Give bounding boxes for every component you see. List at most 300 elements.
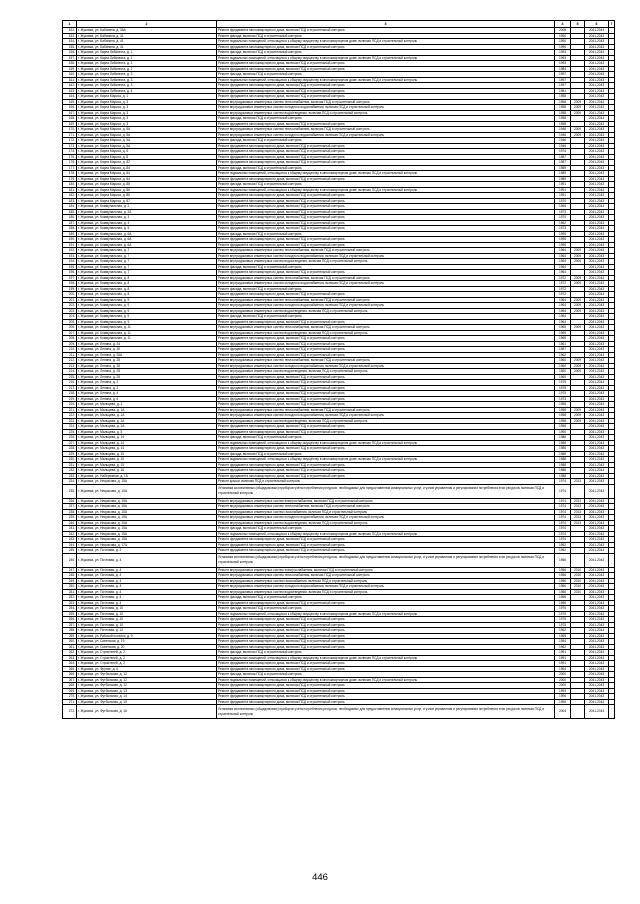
row-number-cell: 187. [63, 220, 77, 226]
build-year-cell: 1997 [555, 77, 571, 83]
build-year-cell: 1956 [555, 573, 571, 579]
build-year-cell: 1962 [555, 628, 571, 634]
build-year-cell: 1975 [555, 617, 571, 623]
column-header-5: 5 [571, 21, 585, 28]
build-year-cell: 2000 [555, 677, 571, 683]
planned-period-cell: 2041-2043 [585, 182, 609, 188]
planned-period-cell: 2041-2043 [585, 473, 609, 479]
row-number-cell: 264. [63, 661, 77, 667]
row-number-cell: 254. [63, 606, 77, 612]
planned-period-cell: 2041-2043 [585, 242, 609, 248]
row-number-cell: 154. [63, 39, 77, 45]
planned-period-cell: 2041-2043 [585, 402, 609, 408]
row-number-cell: 161. [63, 77, 77, 83]
work-type-cell: Ремонт фундамента многоквартирного дома, включая ПСД и строительный контроль [217, 666, 555, 672]
address-cell: г. Жуковка, ул. Мальцева, д. 1 [77, 402, 217, 408]
address-cell: г. Жуковка, ул. Коммунальная, д. 3 [77, 215, 217, 221]
work-type-cell: Ремонт фундамента многоквартирного дома, включая ПСД и строительный контроль [217, 28, 555, 34]
build-year-cell: 1956 [555, 589, 571, 595]
row-number-cell: 197. [63, 275, 77, 281]
planned-period-cell: 2041-2043 [585, 237, 609, 243]
work-type-cell: Ремонт фундамента многоквартирного дома, включая ПСД и строительный контроль [217, 242, 555, 248]
address-cell: г. Жуковка, ул. Некрасова, д. 15А [77, 520, 217, 526]
planned-period-cell: 2041-2043 [585, 446, 609, 452]
planned-period-cell: 2041-2043 [585, 270, 609, 276]
work-type-cell: Ремонт фундамента многоквартирного дома, включая ПСД и строительный контроль [217, 88, 555, 94]
planned-period-cell: 2041-2043 [585, 567, 609, 573]
planned-period-cell: 2041-2043 [585, 369, 609, 375]
row-number-cell: 173. [63, 143, 77, 149]
planned-period-cell: 2041-2043 [585, 498, 609, 504]
address-cell: г. Жуковка, ул. Карла Маркса, д. 86 [77, 182, 217, 188]
address-cell: г. Жуковка, ул. Карла Маркса, д. 84 [77, 171, 217, 177]
work-type-cell: Ремонт внутридомовых инженерных систем газоснабжения, включая ПСД и строительный контроль [217, 509, 555, 515]
planned-period-cell: 2041-2043 [585, 504, 609, 510]
row-number-cell: 256. [63, 617, 77, 623]
row-number-cell: 177. [63, 165, 77, 171]
address-cell: г. Жуковка, ул. Мальцева, д. 15 [77, 462, 217, 468]
work-type-cell: Ремонт фундамента многоквартирного дома, включая ПСД и строительный контроль [217, 209, 555, 215]
row-number-cell: 184. [63, 204, 77, 210]
build-year-cell: 1986 [555, 446, 571, 452]
row-number-cell: 235. [63, 484, 77, 498]
planned-period-cell: 2041-2043 [585, 407, 609, 413]
work-type-cell: Ремонт фундамента многоквартирного дома, включая ПСД и строительный контроль [217, 237, 555, 243]
address-cell: г. Жуковка, ул. Некрасова, д. 15А [77, 484, 217, 498]
planned-period-cell: 2041-2043 [585, 121, 609, 127]
planned-period-cell: 2041-2043 [585, 589, 609, 595]
work-type-cell: Ремонт фасада, включая ПСД и строительный контроль [217, 165, 555, 171]
work-type-cell: Ремонт внутридомовых инженерных систем теплоснабжения, включая ПСД и строительный контроль [217, 275, 555, 281]
build-year-cell: 1989 [555, 165, 571, 171]
address-cell: г. Жуковка, ул. Карла Либкнехта, д. 4 [77, 88, 217, 94]
last-repair-year-cell: 2009 [571, 363, 585, 369]
planned-period-cell: 2041-2043 [585, 484, 609, 498]
row-number-cell: 258. [63, 628, 77, 634]
work-type-cell: Ремонт внутридомовых инженерных систем газоснабжения, включая ПСД и строительный контроль [217, 578, 555, 584]
work-type-cell: Ремонт фундамента многоквартирного дома, включая ПСД и строительный контроль [217, 694, 555, 700]
planned-period-cell: 2041-2043 [585, 297, 609, 303]
address-cell: г. Жуковка, ул. Карла Маркса, д. 5А [77, 132, 217, 138]
build-year-cell: 2000 [555, 672, 571, 678]
build-year-cell: 1956 [555, 578, 571, 584]
build-year-cell: 1964 [555, 253, 571, 259]
build-year-cell: 1964 [555, 259, 571, 265]
work-type-cell: Ремонт фундамента многоквартирного дома, включая ПСД и строительный контроль [217, 396, 555, 402]
planned-period-cell: 2041-2043 [585, 479, 609, 485]
row-number-cell: 180. [63, 182, 77, 188]
address-cell: г. Жуковка, ул. Карла Либкнехта, д. 1 [77, 61, 217, 67]
column-header-7: 7 [610, 21, 613, 26]
planned-period-cell: 2041-2043 [585, 187, 609, 193]
planned-period-cell: 2041-2043 [585, 61, 609, 67]
table-row [63, 484, 615, 498]
build-year-cell: 1946 [555, 138, 571, 144]
address-cell: г. Жуковка, ул. Карла Либкнехта, д. 1 [77, 50, 217, 56]
address-cell: г. Жуковка, ул. Карла Маркса, д. 84 [77, 165, 217, 171]
row-number-cell: 233. [63, 473, 77, 479]
work-type-cell: Ремонт подвальных помещений, относящихся к общему имуществу в многоквартирном доме, включая ПСД и строительный контроль [217, 55, 555, 61]
row-number-cell: 166. [63, 105, 77, 111]
row-number-cell: 194. [63, 259, 77, 265]
planned-period-cell: 2041-2043 [585, 515, 609, 521]
build-year-cell: 1960 [555, 363, 571, 369]
build-year-cell: 1962 [555, 644, 571, 650]
last-repair-year-cell: 2013 [571, 509, 585, 515]
planned-period-cell: 2041-2043 [585, 165, 609, 171]
planned-period-cell: 2041-2043 [585, 677, 609, 683]
planned-period-cell: 2041-2043 [585, 347, 609, 353]
build-year-cell: 1974 [555, 149, 571, 155]
last-repair-year-cell: 2010 [571, 567, 585, 573]
work-type-cell: Ремонт фасада, включая ПСД и строительный контроль [217, 264, 555, 270]
column-header-4: 4 [555, 21, 571, 28]
planned-period-cell: 2041-2043 [585, 413, 609, 419]
work-type-cell: Ремонт фундамента многоквартирного дома, включая ПСД и строительный контроль [217, 44, 555, 50]
planned-period-cell: 2041-2043 [585, 542, 609, 548]
address-cell: г. Жуковка, ул. Карла Маркса, д. 87 [77, 198, 217, 204]
build-year-cell: 1988 [555, 473, 571, 479]
planned-period-cell: 2041-2043 [585, 319, 609, 325]
work-type-cell: Ремонт фундамента многоквартирного дома, включая ПСД и строительный контроль [217, 143, 555, 149]
work-type-cell: Установка коллективных (общедомовых) приборов учета потребления ресурсов, необходимых для предоставления коммунальных услуг, и узлов управления и регулирования потребления этих ресурсов, включая ПСД и строительный контроль [217, 705, 555, 719]
address-cell: г. Жуковка, ул. Коммунальная, д. 8 [77, 286, 217, 292]
work-type-cell: Ремонт фундамента многоквартирного дома, включая ПСД и строительный контроль [217, 347, 555, 353]
address-cell: г. Жуковка, ул. Карла Маркса, д. 5А [77, 127, 217, 133]
address-cell: г. Жуковка, ул. Почтовая, д. 4 [77, 584, 217, 590]
planned-period-cell: 2041-2043 [585, 204, 609, 210]
work-type-cell: Ремонт внутридомовых инженерных систем холодного водоснабжения, включая ПСД и строительный контроль [217, 281, 555, 287]
planned-period-cell: 2041-2043 [585, 160, 609, 166]
build-year-cell: 1975 [555, 391, 571, 397]
build-year-cell: 1975 [555, 622, 571, 628]
address-cell: г. Жуковка, ул. Почтовая, д. 4 [77, 573, 217, 579]
work-type-cell: Ремонт фундамента многоквартирного дома, включая ПСД и строительный контроль [217, 622, 555, 628]
planned-period-cell: 2041-2043 [585, 694, 609, 700]
build-year-cell: 1974 [555, 479, 571, 485]
address-cell: г. Жуковка, ул. Коммунальная, д. 11 [77, 336, 217, 342]
row-number-cell: 249. [63, 578, 77, 584]
build-year-cell: 1964 [555, 319, 571, 325]
address-cell: г. Жуковка, ул. Некрасова, д. 15А [77, 479, 217, 485]
build-year-cell: 1964 [555, 314, 571, 320]
work-type-cell: Ремонт фасада, включая ПСД и строительный контроль [217, 50, 555, 56]
last-repair-year-cell: 2009 [571, 413, 585, 419]
work-type-cell: Ремонт внутридомовых инженерных систем теплоснабжения, включая ПСД и строительный контроль [217, 358, 555, 364]
table-row [63, 553, 615, 567]
last-repair-year-cell: 2013 [571, 515, 585, 521]
planned-period-cell: 2041-2043 [585, 77, 609, 83]
build-year-cell: 1996 [555, 694, 571, 700]
address-cell: г. Жуковка, ул. Некрасова, д. 15А [77, 504, 217, 510]
build-year-cell: 1990 [555, 429, 571, 435]
last-repair-year-cell: 2009 [571, 358, 585, 364]
extra-cell [609, 553, 615, 567]
last-repair-year-cell [571, 484, 585, 498]
last-repair-year-cell [571, 705, 585, 719]
address-cell: г. Жуковка, ул. Коммунальная, д. 11 [77, 325, 217, 331]
row-number-cell: 209. [63, 341, 77, 347]
build-year-cell: 1990 [555, 39, 571, 45]
work-type-cell: Ремонт внутридомовых инженерных систем водоотведения, включая ПСД и строительный контроль [217, 259, 555, 265]
page-number: 446 [312, 872, 328, 883]
planned-period-cell: 2041-2043 [585, 380, 609, 386]
address-cell: г. Жуковка, ул. Карла Маркса, д. 86 [77, 187, 217, 193]
planned-period-cell: 2041-2043 [585, 639, 609, 645]
planned-period-cell: 2041-2043 [585, 595, 609, 601]
build-year-cell: 1993 [555, 50, 571, 56]
table-row [63, 705, 615, 719]
work-type-cell: Ремонт фасада, включая ПСД и строительный контроль [217, 650, 555, 656]
address-cell: г. Жуковка, ул. Мальцева, д. 15 [77, 451, 217, 457]
build-year-cell: 1993 [555, 61, 571, 67]
row-number-cell: 232. [63, 468, 77, 474]
work-type-cell: Ремонт внутридомовых инженерных систем холодного водоснабжения, включая ПСД и строительный контроль [217, 303, 555, 309]
build-year-cell: 1974 [555, 498, 571, 504]
address-cell: г. Жуковка, ул. Почтовая, д. 10 [77, 622, 217, 628]
build-year-cell: 1972 [555, 275, 571, 281]
row-number-cell: 272. [63, 705, 77, 719]
address-cell: г. Жуковка, ул. Коммунальная, д. 9 [77, 308, 217, 314]
row-number-cell: 229. [63, 451, 77, 457]
work-type-cell: Ремонт подвальных помещений, относящихся к общему имуществу в многоквартирном доме, включая ПСД и строительный контроль [217, 531, 555, 537]
address-cell: г. Жуковка, ул. Почтовая, д. 2 [77, 548, 217, 554]
address-cell: г. Жуковка, ул. Коммунальная, д. 9 [77, 314, 217, 320]
address-cell: г. Жуковка, ул. Ленина, д. 4 [77, 391, 217, 397]
planned-period-cell: 2041-2043 [585, 138, 609, 144]
address-cell: г. Жуковка, ул. Футбольная, д. 12 [77, 672, 217, 678]
planned-period-cell: 2041-2043 [585, 83, 609, 89]
last-repair-year-cell: 2010 [571, 573, 585, 579]
work-type-cell: Ремонт фасада, включая ПСД и строительный контроль [217, 526, 555, 532]
planned-period-cell: 2041-2043 [585, 336, 609, 342]
row-number-cell: 261. [63, 644, 77, 650]
work-type-cell: Ремонт подвальных помещений, относящихся к общему имуществу в многоквартирном доме, включая ПСД и строительный контроль [217, 611, 555, 617]
planned-period-cell: 2041-2043 [585, 198, 609, 204]
work-type-cell: Ремонт подвальных помещений, относящихся к общему имуществу в многоквартирном доме, включая ПСД и строительный контроль [217, 457, 555, 463]
build-year-cell: 1991 [555, 655, 571, 661]
address-cell: г. Жуковка, ул. Советская, д. 19 [77, 639, 217, 645]
work-type-cell: Ремонт внутридомовых инженерных систем водоотведения, включая ПСД и строительный контроль [217, 369, 555, 375]
planned-period-cell: 2041-2043 [585, 143, 609, 149]
row-number-cell: 206. [63, 325, 77, 331]
work-type-cell: Ремонт фундамента многоквартирного дома, включая ПСД и строительный контроль [217, 270, 555, 276]
planned-period-cell: 2041-2043 [585, 171, 609, 177]
build-year-cell: 1974 [555, 515, 571, 521]
work-type-cell: Ремонт внутридомовых инженерных систем холодного водоснабжения, включая ПСД и строительный контроль [217, 584, 555, 590]
last-repair-year-cell: 2010 [571, 589, 585, 595]
planned-period-cell: 2041-2043 [585, 644, 609, 650]
row-number-cell: 193. [63, 253, 77, 259]
row-number-cell: 212. [63, 358, 77, 364]
address-cell: г. Жуковка, ул. Карла Либкнехта, д. 3 [77, 72, 217, 78]
work-type-cell: Ремонт фасада, включая ПСД и строительный контроль [217, 314, 555, 320]
build-year-cell: 1991 [555, 187, 571, 193]
address-cell: г. Жуковка, ул. Коммунальная, д. 2А [77, 209, 217, 215]
address-cell: г. Жуковка, ул. Бабинина, д. 41 [77, 44, 217, 50]
work-type-cell: Ремонт подвальных помещений, относящихся к общему имуществу в многоквартирном доме, включая ПСД и строительный контроль [217, 440, 555, 446]
work-type-cell: Ремонт внутридомовых инженерных систем теплоснабжения, включая ПСД и строительный контроль [217, 248, 555, 254]
row-number-cell: 241. [63, 526, 77, 532]
row-number-cell: 192. [63, 248, 77, 254]
address-cell: г. Жуковка, ул. Коммунальная, д. 8 [77, 275, 217, 281]
work-type-cell: Ремонт фундамента многоквартирного дома, включая ПСД и строительный контроль [217, 462, 555, 468]
row-number-cell: 211. [63, 352, 77, 358]
last-repair-year-cell: 2013 [571, 479, 585, 485]
work-type-cell: Ремонт внутридомовых инженерных систем теплоснабжения, включая ПСД и строительный контроль [217, 504, 555, 510]
planned-period-cell: 2041-2043 [585, 699, 609, 705]
planned-period-cell: 2041-2043 [585, 548, 609, 554]
address-cell: г. Жуковка, ул. Некрасова, д. 15А [77, 531, 217, 537]
last-repair-year-cell: 2009 [571, 407, 585, 413]
build-year-cell: 1975 [555, 606, 571, 612]
build-year-cell: 1974 [555, 484, 571, 498]
build-year-cell: 1946 [555, 143, 571, 149]
build-year-cell: 1956 [555, 567, 571, 573]
work-type-cell: Ремонт внутридомовых инженерных систем холодного водоснабжения, включая ПСД и строительный контроль [217, 515, 555, 521]
work-type-cell: Ремонт фасада, включая ПСД и строительный контроль [217, 138, 555, 144]
row-number-cell: 172. [63, 138, 77, 144]
planned-period-cell: 2041-2043 [585, 578, 609, 584]
row-number-cell: 248. [63, 573, 77, 579]
document-sheet [62, 20, 614, 719]
work-type-cell: Ремонт фундамента многоквартирного дома, включая ПСД и строительный контроль [217, 352, 555, 358]
work-type-cell: Ремонт фундамента многоквартирного дома, включая ПСД и строительный контроль [217, 429, 555, 435]
planned-period-cell: 2041-2043 [585, 672, 609, 678]
row-number-cell: 259. [63, 633, 77, 639]
address-cell: г. Жуковка, ул. Коммунальная, д. 4 [77, 220, 217, 226]
row-number-cell: 267. [63, 677, 77, 683]
planned-period-cell: 2041-2043 [585, 226, 609, 232]
row-number-cell: 201. [63, 297, 77, 303]
address-cell: г. Жуковка, ул. Футбольная, д. 12 [77, 677, 217, 683]
build-year-cell: 1991 [555, 182, 571, 188]
work-type-cell: Ремонт подвальных помещений, относящихся к общему имуществу в многоквартирном доме, включая ПСД и строительный контроль [217, 171, 555, 177]
address-cell: г. Жуковка, ул. Карла Маркса, д. 3 [77, 116, 217, 122]
address-cell: г. Жуковка, ул. Карла Маркса, д. 5А [77, 143, 217, 149]
planned-period-cell: 2041-2043 [585, 531, 609, 537]
last-repair-year-cell: 2009 [571, 105, 585, 111]
address-cell: г. Жуковка, ул. Карла Маркса, д. 8 [77, 154, 217, 160]
work-type-cell: Ремонт фундамента многоквартирного дома, включая ПСД и строительный контроль [217, 198, 555, 204]
row-number-cell: 246. [63, 553, 77, 567]
build-year-cell: 1962 [555, 352, 571, 358]
work-type-cell: Ремонт фундамента многоквартирного дома, включая ПСД и строительный контроль [217, 600, 555, 606]
build-year-cell: 1958 [555, 99, 571, 105]
row-number-cell: 271. [63, 699, 77, 705]
row-number-cell: 231. [63, 462, 77, 468]
column-header-6: 6 [585, 21, 609, 28]
work-type-cell: Ремонт внутридомовых инженерных систем холодного водоснабжения, включая ПСД и строительный контроль [217, 363, 555, 369]
address-cell: г. Жуковка, ул. Мальцева, д. 14 [77, 446, 217, 452]
work-type-cell: Ремонт фундамента многоквартирного дома, включая ПСД и строительный контроль [217, 402, 555, 408]
build-year-cell: 1974 [555, 537, 571, 543]
work-type-cell: Ремонт подвальных помещений, относящихся к общему имуществу в многоквартирном доме, включая ПСД и строительный контроль [217, 77, 555, 83]
address-cell: г. Жуковка, ул. Коммунальная, д. 2 [77, 204, 217, 210]
work-type-cell: Ремонт фундамента многоквартирного дома, включая ПСД и строительный контроль [217, 341, 555, 347]
build-year-cell: 1986 [555, 435, 571, 441]
address-cell: г. Жуковка, ул. Некрасова, д. 15А [77, 515, 217, 521]
column-header-2: 2 [77, 21, 217, 28]
row-number-cell: 156. [63, 50, 77, 56]
work-type-cell: Ремонт фундамента многоквартирного дома, включая ПСД и строительный контроль [217, 699, 555, 705]
planned-period-cell: 2041-2043 [585, 584, 609, 590]
build-year-cell: 1946 [555, 132, 571, 138]
work-type-cell: Ремонт фундамента многоквартирного дома, включая ПСД и строительный контроль [217, 220, 555, 226]
work-type-cell: Ремонт фундамента многоквартирного дома, включая ПСД и строительный контроль [217, 468, 555, 474]
address-cell: г. Жуковка, ул. Ленина, д. 2 [77, 380, 217, 386]
build-year-cell: 1965 [555, 204, 571, 210]
address-cell: г. Жуковка, ул. Почтовая, д. 4 [77, 600, 217, 606]
work-type-cell: Ремонт внутридомовых инженерных систем водоотведения, включая ПСД и строительный контроль [217, 589, 555, 595]
address-cell: г. Жуковка, ул. Почтовая, д. 4 [77, 553, 217, 567]
work-type-cell: Ремонт фундамента многоквартирного дома, включая ПСД и строительный контроль [217, 121, 555, 127]
work-type-cell: Ремонт внутридомовых инженерных систем электроснабжения, включая ПСД и строительный контроль [217, 498, 555, 504]
address-cell: г. Жуковка, ул. Коммунальная, д. 9 [77, 297, 217, 303]
build-year-cell: 1991 [555, 650, 571, 656]
row-number-cell: 228. [63, 446, 77, 452]
last-repair-year-cell: 2009 [571, 127, 585, 133]
last-repair-year-cell: 2009 [571, 297, 585, 303]
extra-cell [609, 705, 615, 719]
planned-period-cell: 2041-2043 [585, 451, 609, 457]
row-number-cell: 190. [63, 237, 77, 243]
build-year-cell: 1995 [555, 242, 571, 248]
address-cell: г. Жуковка, ул. Мальцева, д. 1А [77, 424, 217, 430]
work-type-cell: Ремонт фундамента многоквартирного дома, включая ПСД и строительный контроль [217, 617, 555, 623]
build-year-cell: 1964 [555, 264, 571, 270]
row-number-cell: 247. [63, 567, 77, 573]
work-type-cell: Ремонт подвальных помещений, относящихся к общему имуществу в многоквартирном доме, включая ПСД и строительный контроль [217, 655, 555, 661]
work-type-cell: Ремонт внутридомовых инженерных систем теплоснабжения, включая ПСД и строительный контроль [217, 127, 555, 133]
row-number-cell: 215. [63, 374, 77, 380]
address-cell: г. Жуковка, ул. Фрунзе, д. 6 [77, 666, 217, 672]
planned-period-cell: 2041-2043 [585, 154, 609, 160]
row-number-cell: 219. [63, 396, 77, 402]
row-number-cell: 217. [63, 385, 77, 391]
work-type-cell: Ремонт фундамента многоквартирного дома, включая ПСД и строительный контроль [217, 683, 555, 689]
row-number-cell: 253. [63, 600, 77, 606]
row-number-cell: 208. [63, 336, 77, 342]
planned-period-cell: 2041-2043 [585, 248, 609, 254]
work-type-cell: Ремонт фундамента многоквартирного дома, включая ПСД и строительный контроль [217, 644, 555, 650]
planned-period-cell: 2041-2043 [585, 520, 609, 526]
last-repair-year-cell: 2009 [571, 369, 585, 375]
build-year-cell: 1974 [555, 509, 571, 515]
build-year-cell: 1964 [555, 270, 571, 276]
work-type-cell: Ремонт фундамента многоквартирного дома, включая ПСД и строительный контроль [217, 473, 555, 479]
planned-period-cell: 2041-2043 [585, 325, 609, 331]
planned-period-cell: 2041-2043 [585, 374, 609, 380]
build-year-cell: 1962 [555, 542, 571, 548]
address-cell: г. Жуковка, ул. Рабочий поселок, д. 9 [77, 633, 217, 639]
build-year-cell: 1964 [555, 297, 571, 303]
build-year-cell: 1962 [555, 220, 571, 226]
planned-period-cell: 2041-2043 [585, 385, 609, 391]
work-type-cell: Ремонт фундамента многоквартирного дома, включая ПСД и строительный контроль [217, 154, 555, 160]
address-cell: г. Жуковка, ул. Почтовая, д. 10 [77, 606, 217, 612]
planned-period-cell: 2041-2043 [585, 363, 609, 369]
work-type-cell: Ремонт фундамента многоквартирного дома, включая ПСД и строительный контроль [217, 542, 555, 548]
row-number-cell: 216. [63, 380, 77, 386]
planned-period-cell: 2041-2043 [585, 149, 609, 155]
address-cell: г. Жуковка, ул. Коммунальная, д. 8 [77, 281, 217, 287]
row-number-cell: 225. [63, 429, 77, 435]
work-type-cell: Ремонт фундамента многоквартирного дома, включая ПСД и строительный контроль [217, 149, 555, 155]
work-type-cell: Ремонт подвальных помещений, относящихся к общему имуществу в многоквартирном доме, включая ПСД и строительный контроль [217, 187, 555, 193]
work-type-cell: Ремонт фундамента многоквартирного дома, включая ПСД и строительный контроль [217, 537, 555, 543]
address-cell: г. Жуковка, ул. Карла Либкнехта, д. 3 [77, 77, 217, 83]
